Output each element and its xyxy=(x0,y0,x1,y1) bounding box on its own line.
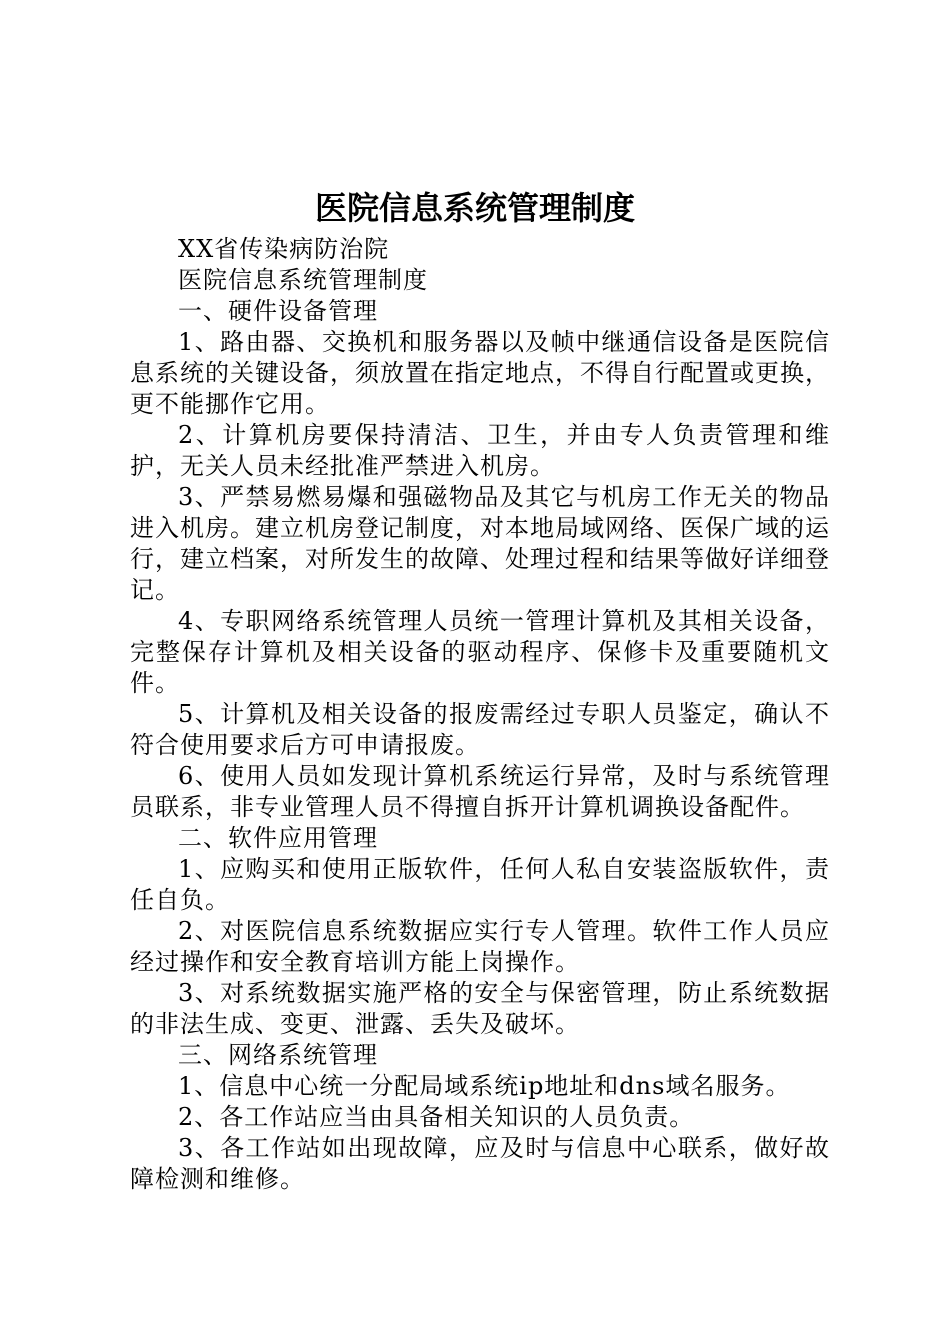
paragraph: 2、计算机房要保持清洁、卫生，并由专人负责管理和维护，无关人员未经批准严禁进入机房。 xyxy=(130,421,830,480)
document-body xyxy=(130,234,830,1195)
document-title: 医院信息系统管理制度 xyxy=(314,189,635,227)
paragraph: 1、应购买和使用正版软件，任何人私自安装盗版软件，责任自负。 xyxy=(130,855,830,914)
section-heading-hardware: 一、硬件设备管理 xyxy=(178,297,378,325)
paragraph: 3、对系统数据实施严格的安全与保密管理，防止系统数据的非法生成、变更、泄露、丢失及破坏。 xyxy=(130,979,830,1038)
document-subtitle: 医院信息系统管理制度 xyxy=(178,266,428,294)
section-heading-network: 三、网络系统管理 xyxy=(178,1041,378,1069)
paragraph: 3、各工作站如出现故障，应及时与信息中心联系，做好故障检测和维修。 xyxy=(130,1134,830,1193)
paragraph: 2、对医院信息系统数据应实行专人管理。软件工作人员应经过操作和安全教育培训方能上岗操作。 xyxy=(130,917,830,976)
paragraph: 1、路由器、交换机和服务器以及帧中继通信设备是医院信息系统的关键设备，须放置在指定地点，不得自行配置或更换，更不能挪作它用。 xyxy=(130,328,830,418)
section-heading-software: 二、软件应用管理 xyxy=(178,824,378,852)
paragraph: 6、使用人员如发现计算机系统运行异常，及时与系统管理员联系，非专业管理人员不得擅自拆开计算机调换设备配件。 xyxy=(130,762,830,821)
paragraph: 3、严禁易燃易爆和强磁物品及其它与机房工作无关的物品进入机房。建立机房登记制度，对本地局域网络、医保广域的运行，建立档案，对所发生的故障、处理过程和结果等做好详细登记。 xyxy=(130,483,830,604)
paragraph: 4、专职网络系统管理人员统一管理计算机及其相关设备，完整保存计算机及相关设备的驱动程序、保修卡及重要随机文件。 xyxy=(130,607,830,697)
paragraph: 1、信息中心统一分配局域系统ip地址和dns域名服务。 xyxy=(178,1072,791,1100)
paragraph: 5、计算机及相关设备的报废需经过专职人员鉴定，确认不符合使用要求后方可申请报废。 xyxy=(130,700,830,759)
paragraph: 2、各工作站应当由具备相关知识的人员负责。 xyxy=(178,1103,695,1131)
organization-name: XX省传染病防治院 xyxy=(178,235,390,263)
